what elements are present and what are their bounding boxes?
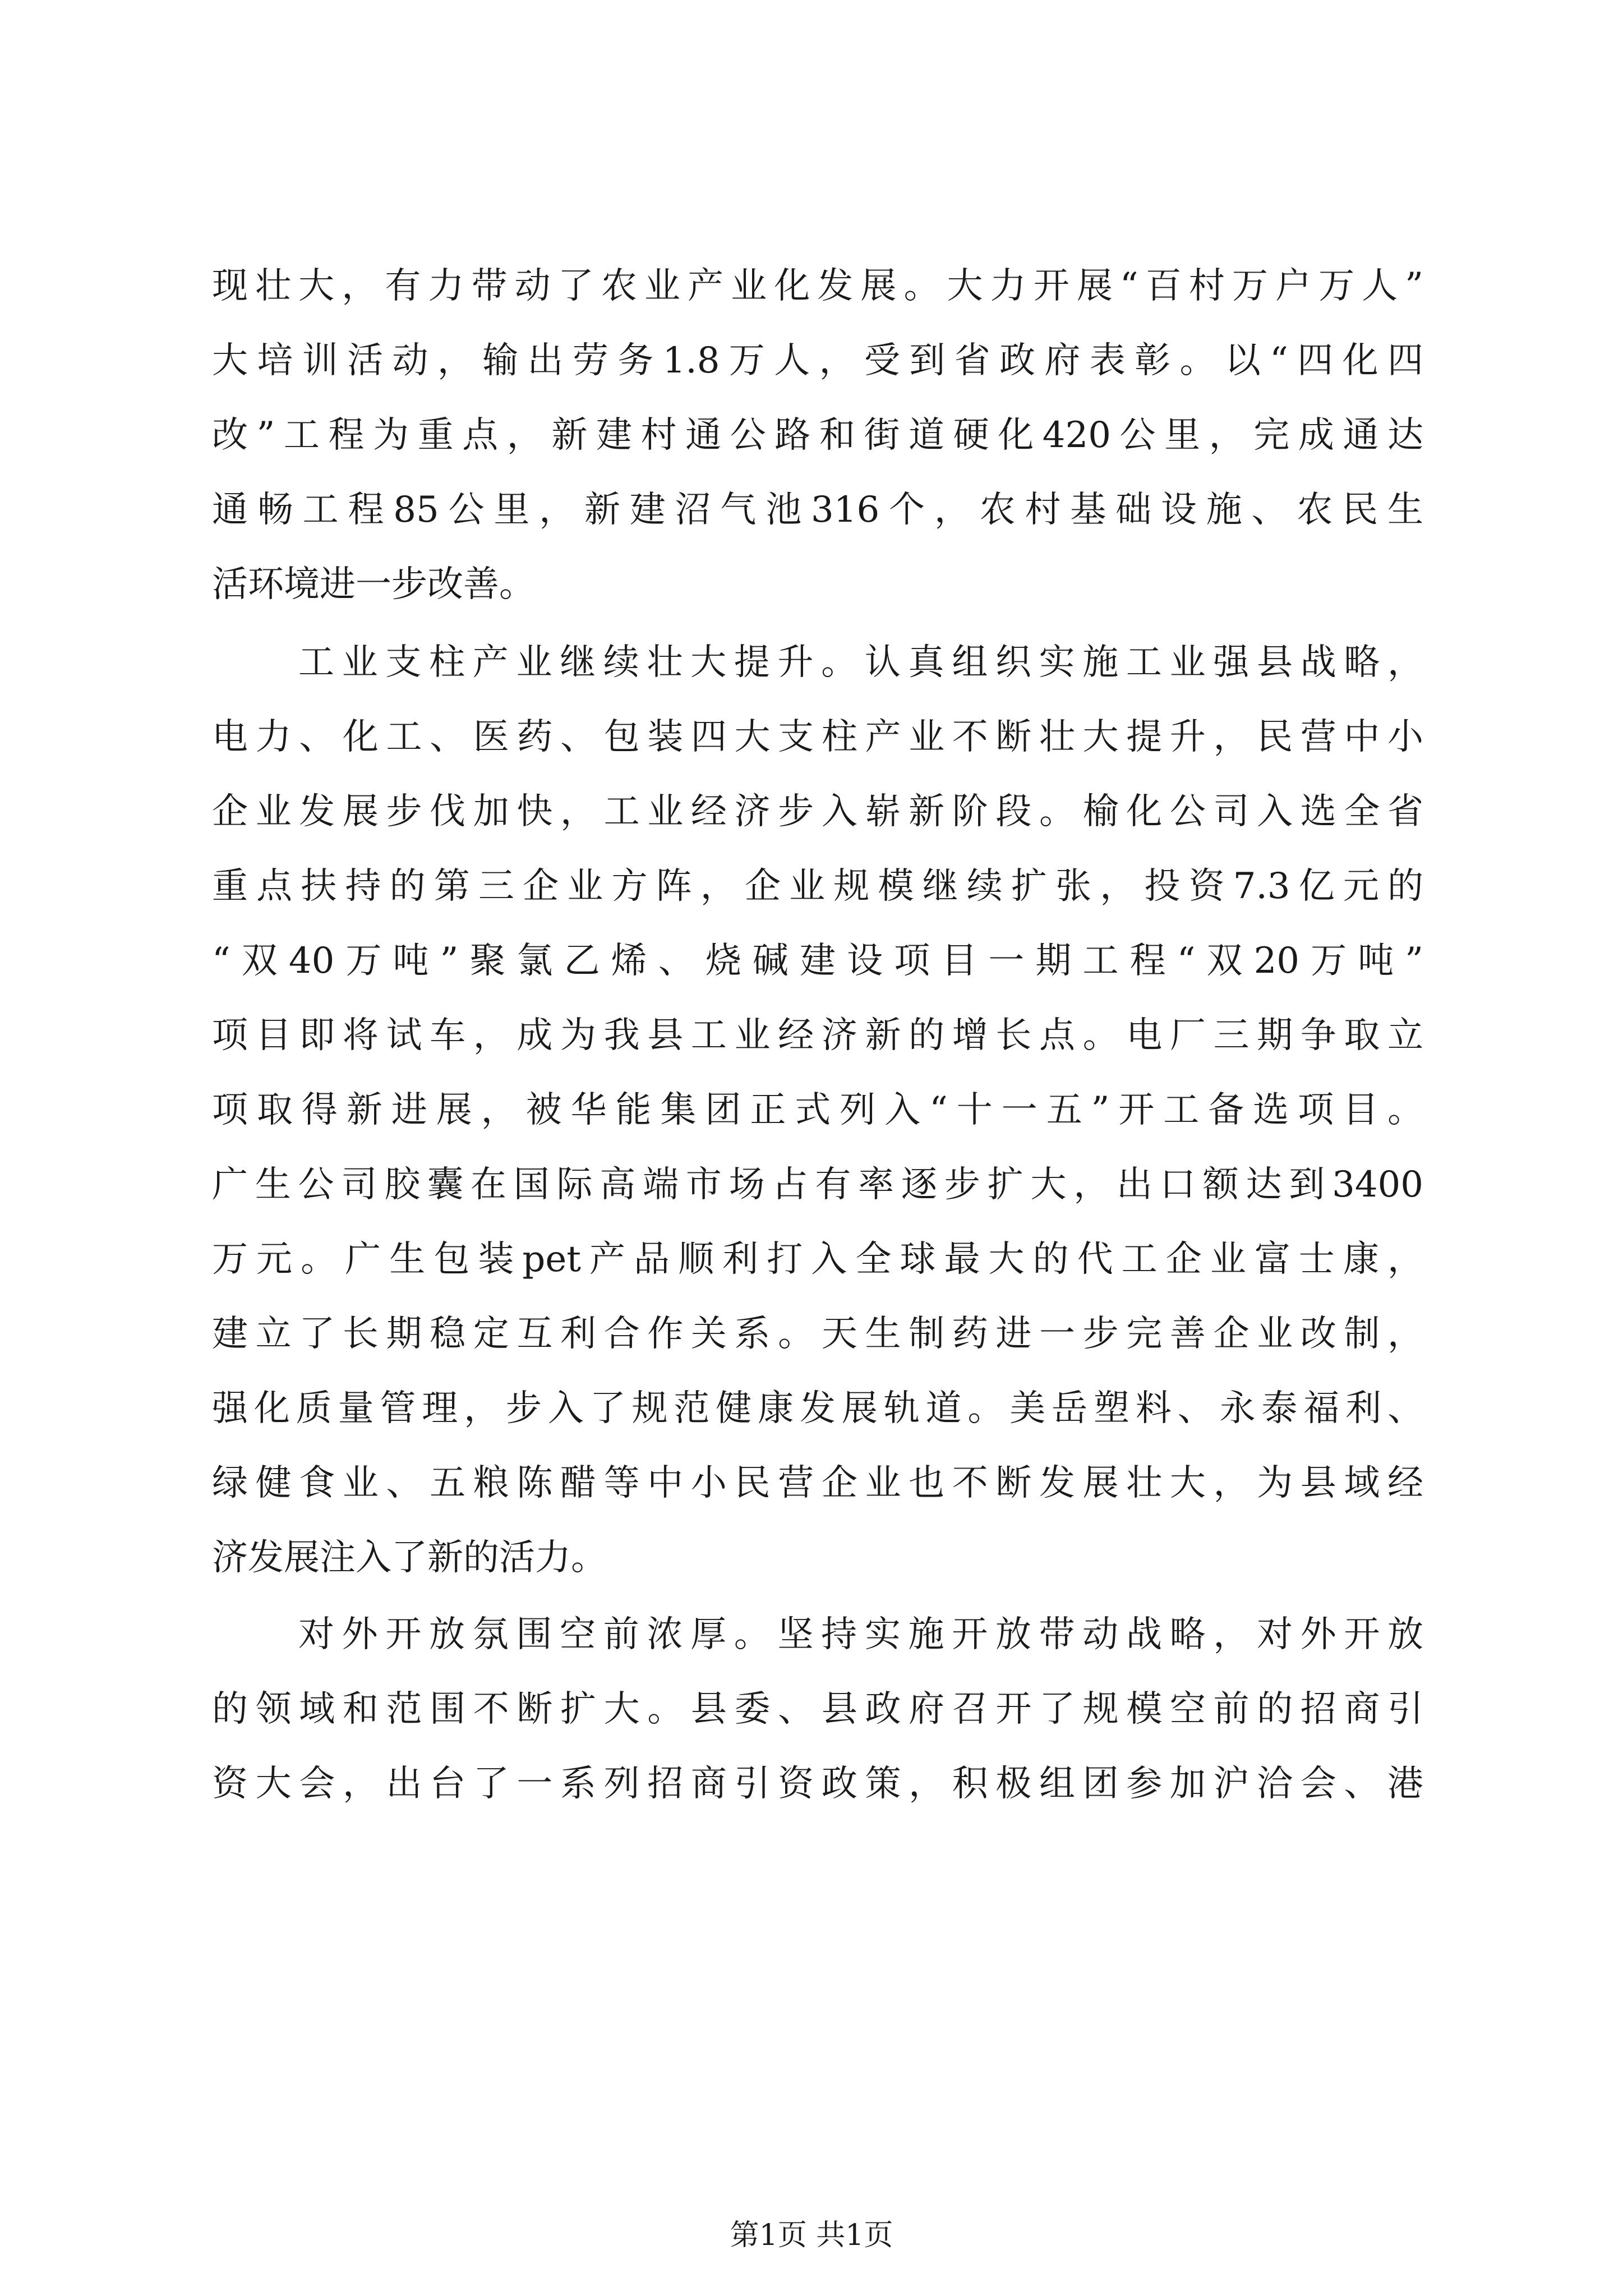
text-line: 的领域和范围不断扩大。县委、县政府召开了规模空前的招商引: [212, 1688, 1423, 1730]
paragraph-first-line: 工业支柱产业继续壮大提升。认真组织实施工业强县战略，: [298, 642, 1423, 683]
text-line: 通畅工程85公里，新建沼气池316个，农村基础设施、农民生: [212, 489, 1423, 531]
text-line: 项目即将试车，成为我县工业经济新的增长点。电厂三期争取立: [212, 1015, 1423, 1056]
text-line: “双40万吨”聚氯乙烯、烧碱建设项目一期工程“双20万吨”: [212, 940, 1423, 982]
text-line: 企业发展步伐加快，工业经济步入崭新阶段。榆化公司入选全省: [212, 791, 1423, 832]
text-line: 强化质量管理，步入了规范健康发展轨道。美岳塑料、永泰福利、: [212, 1388, 1423, 1429]
paragraph-first-line: 对外开放氛围空前浓厚。坚持实施开放带动战略，对外开放: [298, 1614, 1423, 1655]
text-line: 资大会，出台了一系列招商引资政策，积极组团参加沪洽会、港: [212, 1763, 1423, 1805]
text-line: 建立了长期稳定互利合作关系。天生制药进一步完善企业改制，: [212, 1313, 1423, 1355]
text-line: 项取得新进展，被华能集团正式列入“十一五”开工备选项目。: [212, 1089, 1423, 1131]
text-line: 万元。广生包装pet产品顺利打入全球最大的代工企业富士康，: [212, 1239, 1423, 1280]
text-line: 广生公司胶囊在国际高端市场占有率逐步扩大，出口额达到3400: [212, 1164, 1423, 1205]
text-line: 现壮大，有力带动了农业产业化发展。大力开展“百村万户万人”: [212, 265, 1423, 307]
text-line: 电力、化工、医药、包装四大支柱产业不断壮大提升，民营中小: [212, 716, 1423, 758]
text-line: 大培训活动，输出劳务1.8万人，受到省政府表彰。以“四化四: [212, 340, 1423, 381]
text-line: 济发展注入了新的活力。: [212, 1537, 607, 1579]
text-line: 活环境进一步改善。: [212, 564, 535, 605]
page-footer: 第1页 共1页: [730, 2219, 893, 2252]
text-line: 绿健食业、五粮陈醋等中小民营企业也不断发展壮大，为县域经: [212, 1462, 1423, 1504]
text-line: 重点扶持的第三企业方阵，企业规模继续扩张，投资7.3亿元的: [212, 866, 1423, 907]
text-line: 改”工程为重点，新建村通公路和街道硬化420公里，完成通达: [212, 415, 1423, 456]
